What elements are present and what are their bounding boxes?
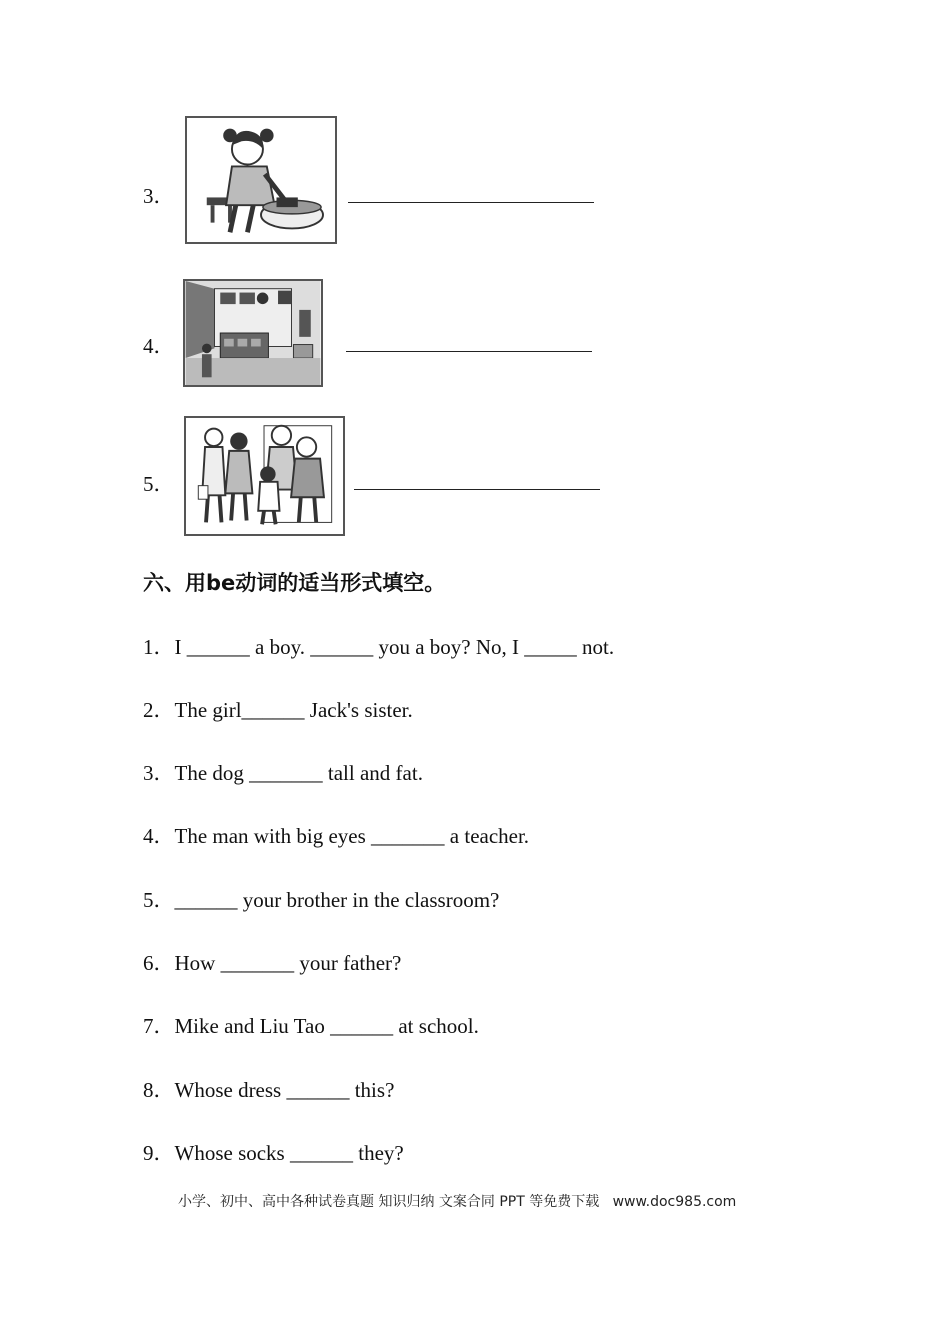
question-text: Mike and Liu Tao ______ at school. [174, 1014, 479, 1038]
question-9 [143, 1137, 404, 1167]
answer-line[interactable] [346, 351, 592, 352]
question-4 [143, 820, 529, 850]
question-text: ______ your brother in the classroom? [174, 888, 500, 912]
item-number: 5． [143, 472, 175, 496]
question-text: The man with big eyes _______ a teacher. [174, 824, 530, 848]
room-interior-icon [183, 279, 323, 387]
question-5 [143, 884, 499, 914]
question-text: Whose socks ______ they? [174, 1141, 404, 1165]
page-footer: 小学、初中、高中各种试卷真题 知识归纳 文案合同 PPT 等免费下载 www.doc985.com [178, 1194, 737, 1210]
girl-washing-clothes-icon [185, 116, 337, 244]
question-6 [143, 947, 401, 977]
question-3 [143, 757, 423, 787]
question-text: Whose dress ______ this? [174, 1078, 395, 1102]
question-number: 1． [143, 635, 175, 659]
question-text: The dog _______ tall and fat. [174, 761, 423, 785]
question-8 [143, 1074, 394, 1104]
question-number: 2． [143, 698, 175, 722]
family-group-icon [184, 416, 345, 536]
question-number: 3． [143, 761, 175, 785]
question-1 [143, 631, 614, 661]
answer-line[interactable] [354, 489, 600, 490]
question-text: The girl______ Jack's sister. [174, 698, 413, 722]
question-number: 5． [143, 888, 175, 912]
question-2 [143, 694, 413, 724]
answer-line[interactable] [348, 202, 594, 203]
item-number: 3． [143, 184, 175, 208]
question-text: How _______ your father? [174, 951, 402, 975]
question-text: I ______ a boy. ______ you a boy? No, I _____ not. [174, 635, 615, 659]
question-number: 6． [143, 951, 175, 975]
question-7 [143, 1010, 479, 1040]
question-number: 4． [143, 824, 175, 848]
question-number: 7． [143, 1014, 175, 1038]
question-number: 8． [143, 1078, 175, 1102]
item-number: 4． [143, 334, 175, 358]
section-title: 六、用be动词的适当形式填空。 [143, 571, 446, 595]
question-number: 9． [143, 1141, 175, 1165]
